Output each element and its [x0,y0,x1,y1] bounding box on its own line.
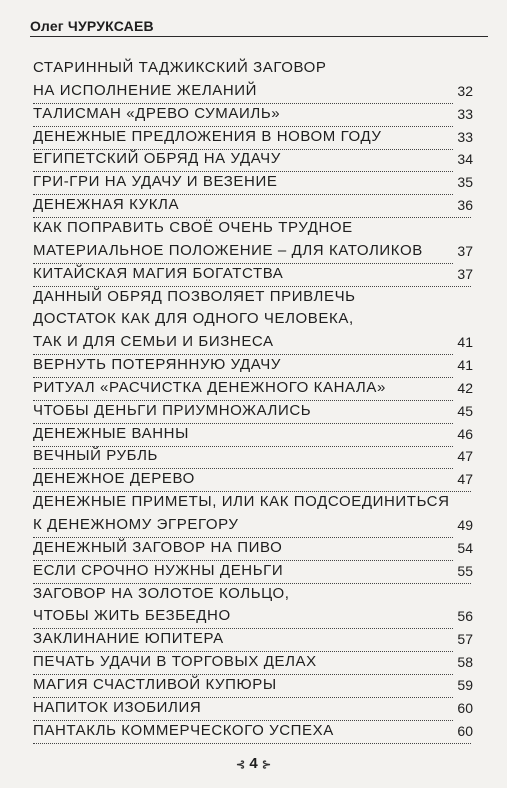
toc-line [33,102,471,127]
toc-page-number: 45 [454,399,473,423]
toc-line [33,307,471,331]
toc-entry-title: ТАЛИСМАН «ДРЕВО СУМАИЛЬ» [33,104,281,122]
toc-entry-title: ТАК И ДЛЯ СЕМЬИ И БИЗНЕСА [33,333,274,351]
toc-line [33,513,471,538]
toc-line [33,673,471,698]
toc-entry-title: РИТУАЛ «РАСЧИСТКА ДЕНЕЖНОГО КАНАЛА» [33,378,386,396]
toc-page-number: 36 [454,193,473,217]
toc-entry-title: ДЕНЕЖНАЯ КУКЛА [33,196,180,214]
toc-line [33,262,471,287]
toc-page-number: 32 [454,79,473,103]
toc-page-number: 41 [454,330,473,354]
toc-page-number: 55 [454,559,473,583]
toc-line [33,56,471,80]
toc-page-number: 60 [454,696,473,720]
toc-page-number: 37 [454,239,473,263]
toc-line [33,125,471,150]
toc-page-number: 54 [454,536,473,560]
toc-entry-title: СТАРИННЫЙ ТАДЖИКСКИЙ ЗАГОВОР [33,59,327,76]
toc-entry-title: ДЕНЕЖНЫЕ ПРИМЕТЫ, ИЛИ КАК ПОДСОЕДИНИТЬСЯ [33,493,450,511]
page-footer [0,755,507,772]
toc-entry-title: ВЕЧНЫЙ РУБЛЬ [33,447,159,465]
toc-line [33,353,471,378]
toc-page-number: 49 [454,513,473,537]
toc-page-number: 58 [454,650,473,674]
toc-entry-title: ЧТОБЫ ДЕНЬГИ ПРИУМНОЖАЛИСЬ [33,401,312,419]
toc-entry-title: МАТЕРИАЛЬНОЕ ПОЛОЖЕНИЕ – ДЛЯ КАТОЛИКОВ [33,241,423,259]
toc-line [33,444,471,469]
toc-entry-title: ЗАКЛИНАНИЕ ЮПИТЕРА [33,630,224,648]
toc-entry-title: ДЕНЕЖНЫЕ ПРЕДЛОЖЕНИЯ В НОВОМ ГОДУ [33,127,382,145]
toc-entry-title: ДОСТАТОК КАК ДЛЯ ОДНОГО ЧЕЛОВЕКА, [33,310,354,328]
toc-entry-title: ДЕНЕЖНЫЕ ВАННЫ [33,424,189,442]
toc-entry-title: КАК ПОПРАВИТЬ СВОЁ ОЧЕНЬ ТРУДНОЕ [33,218,353,236]
toc-page-number: 34 [454,147,473,171]
toc-line [33,582,471,606]
toc-page-number: 59 [454,673,473,697]
toc-page-number: 41 [454,353,473,377]
toc-line [33,536,471,561]
toc-line [33,399,471,424]
toc-line [33,719,471,744]
toc-line [33,330,471,355]
ornament-left-icon: ⊰ [235,759,246,771]
toc-line [33,285,471,309]
page-number: 4 [249,755,258,772]
toc-line [33,422,471,447]
toc-entry-title: НАПИТОК ИЗОБИЛИЯ [33,698,202,716]
toc-entry-title: ДЕНЕЖНЫЙ ЗАГОВОР НА ПИВО [33,538,283,556]
toc-page-number: 35 [454,170,473,194]
toc-entry-title: ГРИ-ГРИ НА УДАЧУ И ВЕЗЕНИЕ [33,173,278,191]
toc-page-number: 57 [454,627,473,651]
ornament-right-icon: ⊱ [261,759,272,771]
toc-entry-title: ВЕРНУТЬ ПОТЕРЯННУЮ УДАЧУ [33,356,281,374]
toc-line [33,376,471,401]
toc-line [33,627,471,652]
toc-page-number: 33 [454,102,473,126]
toc-line [33,193,471,218]
toc-page-number: 42 [454,376,473,400]
toc-line [33,79,471,104]
toc-line [33,239,471,264]
toc-entry-title: ДЕНЕЖНОЕ ДЕРЕВО [33,470,195,488]
toc-page-number: 37 [454,262,473,286]
toc-entry-title: ПЕЧАТЬ УДАЧИ В ТОРГОВЫХ ДЕЛАХ [33,653,317,671]
toc-entry-title: К ДЕНЕЖНОМУ ЭГРЕГОРУ [33,516,239,533]
toc-page-number: 60 [454,719,473,743]
toc-line [33,650,471,675]
toc-entry-title: МАГИЯ СЧАСТЛИВОЙ КУПЮРЫ [33,675,277,693]
toc-entry-title: ЕСЛИ СРОЧНО НУЖНЫ ДЕНЬГИ [33,561,284,579]
toc-line [33,559,471,584]
toc-page-number: 56 [454,604,473,628]
toc-line [33,467,471,492]
toc-line [33,604,471,629]
toc-page-number: 46 [454,422,473,446]
toc-entry-title: ПАНТАКЛЬ КОММЕРЧЕСКОГО УСПЕХА [33,721,334,739]
toc-line [33,170,471,195]
toc-entry-title: НА ИСПОЛНЕНИЕ ЖЕЛАНИЙ [33,81,258,99]
toc-entry-title: КИТАЙСКАЯ МАГИЯ БОГАТСТВА [33,264,284,282]
toc-entry-title: ЧТОБЫ ЖИТЬ БЕЗБЕДНО [33,607,231,625]
toc-line [33,216,471,240]
toc-line [33,696,471,721]
toc-page-number: 47 [454,444,473,468]
author-name: Олег ЧУРУКСАЕВ [30,18,154,34]
toc-entry-title: ЗАГОВОР НА ЗОЛОТОЕ КОЛЬЦО, [33,584,290,602]
toc-entry-title: ЕГИПЕТСКИЙ ОБРЯД НА УДАЧУ [33,150,281,168]
toc-page-number: 33 [454,125,473,149]
toc-line [33,490,471,514]
toc-entry-title: ДАННЫЙ ОБРЯД ПОЗВОЛЯЕТ ПРИВЛЕЧЬ [33,287,356,305]
toc-line [33,147,471,172]
toc-page-number: 47 [454,467,473,491]
